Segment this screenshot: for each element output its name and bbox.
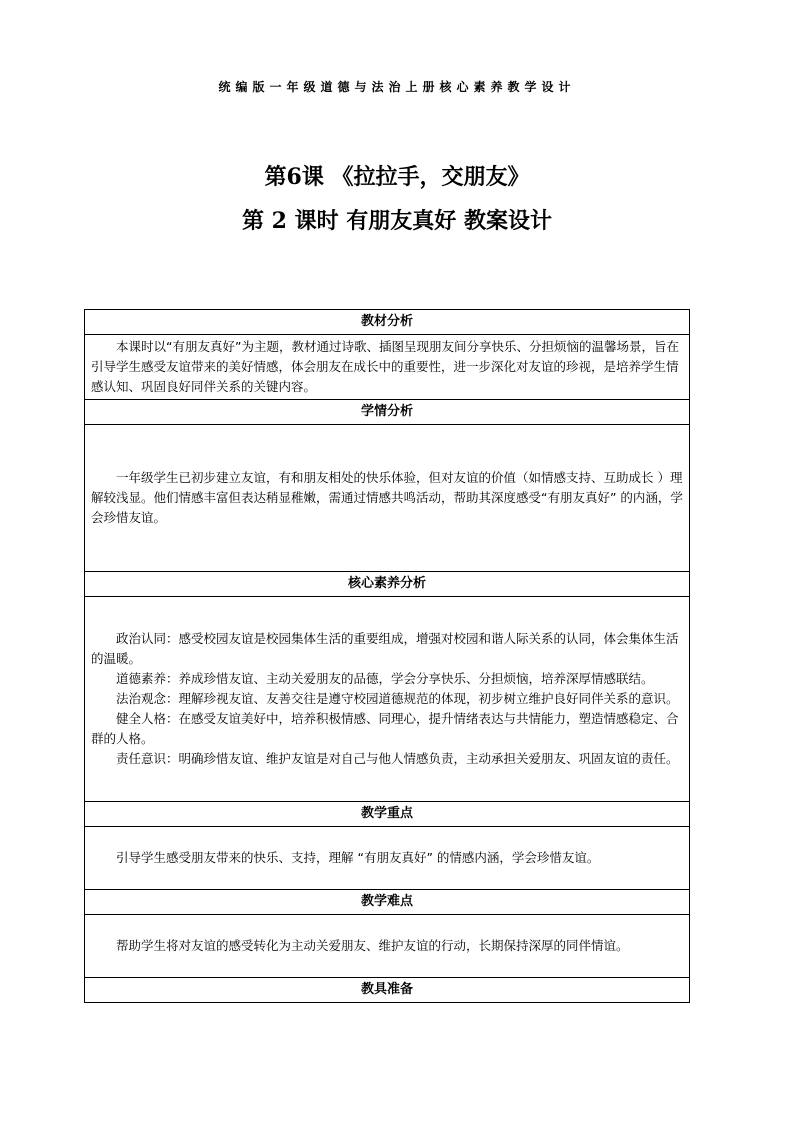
- core-literacy-cell: [85, 597, 690, 802]
- lesson-plan-table: [84, 309, 690, 1003]
- core-item-political: 政治认同：感受校园友谊是校园集体生活的重要组成，增强对校园和谐人际关系的认同，体会集体生活的温暖。: [91, 631, 679, 666]
- learner-analysis-cell: [85, 425, 690, 572]
- textbook-analysis-cell: [85, 335, 690, 400]
- core-item-moral: 道德素养：养成珍惜友谊、主动关爱朋友的品德，学会分享快乐、分担烦恼，培养深厚情感联结。: [116, 671, 654, 686]
- teaching-difficulty-heading: 教学难点: [85, 890, 690, 915]
- textbook-analysis-text: 本课时以“有朋友真好”为主题，教材通过诗歌、插图呈现朋友间分享快乐、分担烦恼的温馨场景，旨在引导学生感受友谊带来的美好情感，体会朋友在成长中的重要性，进一步深化对友谊的珍视，是培养学生情感认知、巩固良好同伴关系的关键内容。: [91, 339, 679, 394]
- document-header: 统编版一年级道德与法治上册核心素养教学设计: [218, 80, 576, 94]
- teaching-focus-text: 引导学生感受朋友带来的快乐、支持，理解 “有朋友真好” 的情感内涵，学会珍惜友谊。: [116, 850, 600, 865]
- textbook-analysis-heading: 教材分析: [85, 310, 690, 335]
- lesson-title: 第6课 《拉拉手，交朋友》: [264, 164, 530, 190]
- core-literacy-heading: 核心素养分析: [85, 572, 690, 597]
- materials-heading: 教具准备: [85, 978, 690, 1003]
- learner-analysis-heading: 学情分析: [85, 400, 690, 425]
- teaching-difficulty-text: 帮助学生将对友谊的感受转化为主动关爱朋友、维护友谊的行动，长期保持深厚的同伴情谊。: [116, 938, 629, 953]
- core-item-legal: 法治观念：理解珍视友谊、友善交往是遵守校园道德规范的体现，初步树立维护良好同伴关系的意识。: [116, 691, 679, 706]
- learner-analysis-text: 一年级学生已初步建立友谊，有和朋友相处的快乐体验，但对友谊的价值（如情感支持、互助成长 ）理解较浅显。他们情感丰富但表达稍显稚嫩，需通过情感共鸣活动，帮助其深度感受“有朋友真好” 的内涵，学会珍惜友谊。: [91, 470, 683, 525]
- lesson-subtitle: 第 2 课时 有朋友真好 教案设计: [242, 208, 552, 234]
- teaching-focus-cell: [85, 827, 690, 890]
- core-item-personality: 健全人格：在感受友谊美好中，培养积极情感、同理心，提升情绪表达与共情能力，塑造情感稳定、合群的人格。: [91, 711, 679, 746]
- teaching-difficulty-cell: [85, 915, 690, 978]
- core-item-responsibility: 责任意识：明确珍惜友谊、维护友谊是对自己与他人情感负责，主动承担关爱朋友、巩固友谊的责任。: [116, 751, 679, 766]
- teaching-focus-heading: 教学重点: [85, 802, 690, 827]
